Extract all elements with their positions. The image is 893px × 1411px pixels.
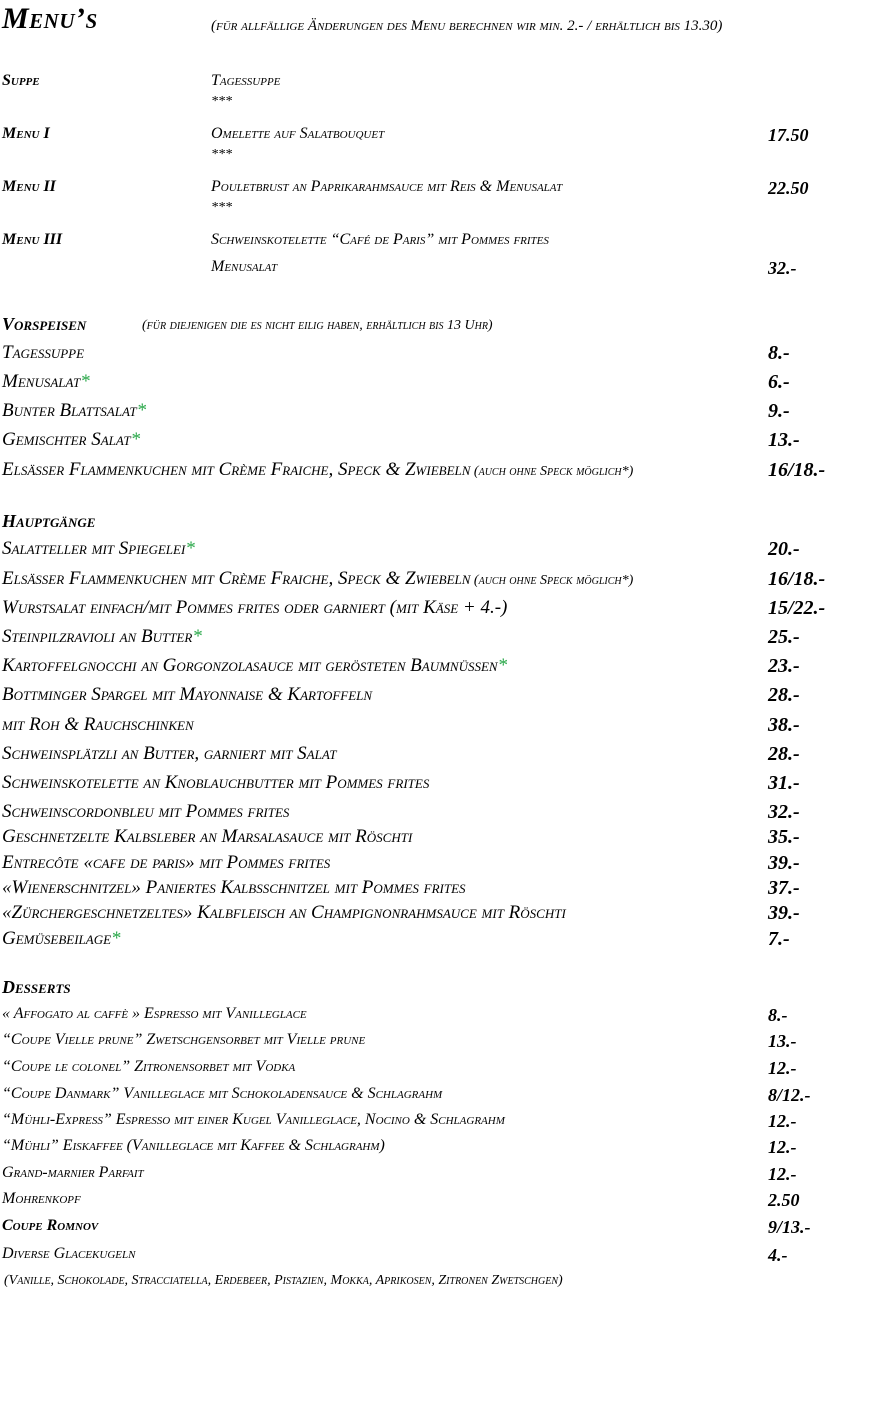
item-name (2, 597, 507, 619)
item-price: 13.- (768, 429, 800, 451)
menu-item (2, 371, 862, 397)
menu-item (2, 538, 862, 564)
menu-item (2, 568, 862, 594)
item-price: 23.- (768, 655, 800, 677)
dessert-item (2, 1058, 862, 1082)
dessert-name: “Mühli-Express” Espresso mit einer Kugel Vanilleglace, Nocino & Schlagrahm (2, 1111, 505, 1128)
item-name (2, 538, 195, 560)
item-name-text: Bunter Blattsalat (2, 400, 137, 421)
dessert-price: 13.- (768, 1031, 797, 1051)
item-name-text: Wurstsalat einfach/mit Pommes frites oder garniert (mit Käse + 4.-) (2, 597, 508, 618)
item-price: 16/18.- (768, 459, 826, 481)
dessert-item (2, 1245, 862, 1269)
item-name-text: Schweinsplätzli an Butter, garniert mit Salat (2, 743, 337, 764)
dessert-price: 12.- (768, 1137, 797, 1157)
row-price: 22.50 (768, 178, 809, 198)
item-price: 28.- (768, 684, 800, 706)
item-name (2, 743, 337, 765)
dessert-name: « Affogato al caffè » Espresso mit Vanilleglace (2, 1005, 307, 1022)
item-name (2, 852, 330, 874)
row-desc: Schweinskotelette “Café de Paris” mit Pommes frites (211, 231, 549, 248)
daily-row-menu-3 (2, 231, 862, 255)
dessert-item (2, 1164, 862, 1188)
item-name-text: «Wienerschnitzel» Paniertes Kalbsschnitzel mit Pommes frites (2, 877, 466, 898)
daily-row-soup (2, 72, 862, 109)
item-price: 25.- (768, 626, 800, 648)
desserts-heading: Desserts (2, 977, 71, 997)
menu-note: (für allfällige Änderungen des Menu berechnen wir min. 2.- / erhältlich bis 13.30) (211, 18, 723, 34)
item-name-text: Gemischter Salat (2, 429, 131, 450)
menu-item (2, 801, 862, 827)
item-name-text: Kartoffelgnocchi an Gorgonzolasauce mit gerösteten Baumnüssen (2, 655, 498, 676)
dessert-price: 12.- (768, 1111, 797, 1131)
vegetarian-star-icon: * (80, 371, 90, 392)
item-price: 38.- (768, 714, 800, 736)
item-name-text: Gemüsebeilage (2, 928, 112, 949)
item-price: 39.- (768, 852, 800, 874)
menu-title: Menu’s (2, 2, 98, 35)
item-name (2, 772, 429, 794)
dessert-name: Coupe Romnov (2, 1217, 99, 1234)
dessert-name: “Coupe Vielle prune” Zwetschgensorbet mit Vielle prune (2, 1031, 366, 1048)
item-name (2, 459, 633, 481)
item-name (2, 342, 84, 364)
item-name (2, 568, 633, 590)
row-stars: *** (211, 94, 232, 109)
item-price: 35.- (768, 826, 800, 848)
starters-note: (für diejenigen die es nicht eilig haben, erhältlich bis 13 Uhr) (142, 318, 493, 333)
item-price: 6.- (768, 371, 790, 393)
vegetarian-star-icon: * (192, 626, 202, 647)
menu-item (2, 626, 862, 652)
menu-item (2, 877, 862, 903)
item-name (2, 684, 372, 706)
desserts-footnote: (Vanille, Schokolade, Stracciatella, Erdebeer, Pistazien, Mokka, Aprikosen, Zitronen Zwetschgen) (4, 1273, 563, 1288)
row-stars: *** (211, 147, 232, 162)
dessert-item (2, 1190, 862, 1214)
item-price: 31.- (768, 772, 800, 794)
starters-heading: Vorspeisen (2, 314, 87, 334)
dessert-name: Diverse Glacekugeln (2, 1245, 136, 1262)
item-price: 37.- (768, 877, 800, 899)
menu-item (2, 743, 862, 769)
mains-heading: Hauptgänge (2, 511, 96, 531)
menu-item (2, 597, 862, 623)
dessert-price: 2.50 (768, 1190, 800, 1210)
menu-item (2, 429, 862, 455)
daily-row-menu-2 (2, 178, 862, 215)
item-name (2, 371, 90, 393)
item-name-text: Geschnetzelte Kalbsleber an Marsalasauce mit Röschti (2, 826, 413, 847)
vegetarian-star-icon: * (130, 429, 141, 450)
item-price: 7.- (768, 928, 790, 950)
dessert-item (2, 1217, 862, 1241)
vegetarian-star-icon: * (111, 928, 121, 949)
item-name-text: «Zürchergeschnetzeltes» Kalbfleisch an Champignonrahmsauce mit Röschti (2, 902, 566, 923)
item-price: 9.- (768, 400, 790, 422)
row-desc: Tagessuppe (211, 72, 281, 89)
menu-item (2, 852, 862, 878)
row-label: Menu I (2, 125, 50, 142)
item-name-text: Schweinscordonbleu mit Pommes frites (2, 801, 290, 822)
dessert-name: “Coupe Danmark” Vanilleglace mit Schokoladensauce & Schlagrahm (2, 1085, 443, 1102)
item-name-text: Menusalat (2, 371, 81, 392)
menu-item (2, 714, 862, 740)
item-name-text: Salatteller mit Spiegelei (2, 538, 186, 559)
item-price: 39.- (768, 902, 800, 924)
menu-item (2, 902, 862, 928)
menu-item (2, 928, 862, 954)
menu-item (2, 459, 862, 485)
item-extra-note: (auch ohne Speck möglich*) (470, 573, 634, 588)
dessert-item (2, 1111, 862, 1135)
dessert-price: 12.- (768, 1058, 797, 1078)
dessert-name: “Coupe le colonel” Zitronensorbet mit Vodka (2, 1058, 296, 1075)
row-label: Menu II (2, 178, 56, 195)
item-name-text: Steinpilzravioli an Butter (2, 626, 193, 647)
dessert-item (2, 1005, 862, 1029)
item-name-text: Elsässer Flammenkuchen mit Crème Fraiche, Speck & Zwiebeln (2, 459, 471, 480)
row-stars: *** (211, 200, 232, 215)
dessert-name: Grand-marnier Parfait (2, 1164, 144, 1181)
row-price: 32.- (768, 258, 797, 278)
item-name (2, 655, 507, 677)
item-name (2, 400, 146, 422)
menu-item (2, 772, 862, 798)
item-name (2, 826, 412, 848)
menu-item (2, 342, 862, 368)
vegetarian-star-icon: * (185, 538, 195, 559)
row-desc: Omelette auf Salatbouquet (211, 125, 385, 142)
item-price: 28.- (768, 743, 800, 765)
item-name (2, 928, 121, 950)
item-price: 16/18.- (768, 568, 826, 590)
row-label: Suppe (2, 72, 40, 89)
item-name-text: Entrecôte «cafe de paris» mit Pommes frites (2, 852, 331, 873)
dessert-item (2, 1031, 862, 1055)
dessert-price: 9/13.- (768, 1217, 811, 1237)
row-desc: Menusalat (211, 258, 278, 275)
menu-item (2, 684, 862, 710)
dessert-price: 8.- (768, 1005, 788, 1025)
item-price: 8.- (768, 342, 790, 364)
dessert-name: Mohrenkopf (2, 1190, 81, 1207)
item-name-text: Bottminger Spargel mit Mayonnaise & Kartoffeln (2, 684, 373, 705)
item-name-text: Schweinskotelette an Knoblauchbutter mit Pommes frites (2, 772, 430, 793)
menu-item (2, 826, 862, 852)
item-name-text: Elsässer Flammenkuchen mit Crème Fraiche, Speck & Zwiebeln (2, 568, 471, 589)
row-label: Menu III (2, 231, 63, 248)
dessert-item (2, 1085, 862, 1109)
dessert-price: 8/12.- (768, 1085, 811, 1105)
item-name-text: Tagessuppe (2, 342, 85, 363)
dessert-name: “Mühli” Eiskaffee (Vanilleglace mit Kaffee & Schlagrahm) (2, 1137, 385, 1154)
daily-row-menu-1 (2, 125, 862, 162)
menu-item (2, 655, 862, 681)
item-name (2, 877, 466, 899)
daily-row-menu-3-side (2, 258, 862, 282)
item-name (2, 801, 289, 823)
dessert-price: 4.- (768, 1245, 788, 1265)
dessert-item (2, 1137, 862, 1161)
item-extra-note: (auch ohne Speck möglich*) (470, 464, 634, 479)
item-name (2, 902, 566, 924)
row-price: 17.50 (768, 125, 809, 145)
item-name (2, 429, 140, 451)
row-desc: Pouletbrust an Paprikarahmsauce mit Reis & Menusalat (211, 178, 563, 195)
dessert-price: 12.- (768, 1164, 797, 1184)
item-price: 32.- (768, 801, 800, 823)
item-price: 20.- (768, 538, 800, 560)
item-name (2, 714, 194, 736)
vegetarian-star-icon: * (136, 400, 147, 421)
menu-item (2, 400, 862, 426)
item-name (2, 626, 202, 648)
item-price: 15/22.- (768, 597, 826, 619)
vegetarian-star-icon: * (497, 655, 508, 676)
item-name-text: mit Roh & Rauchschinken (2, 714, 194, 735)
